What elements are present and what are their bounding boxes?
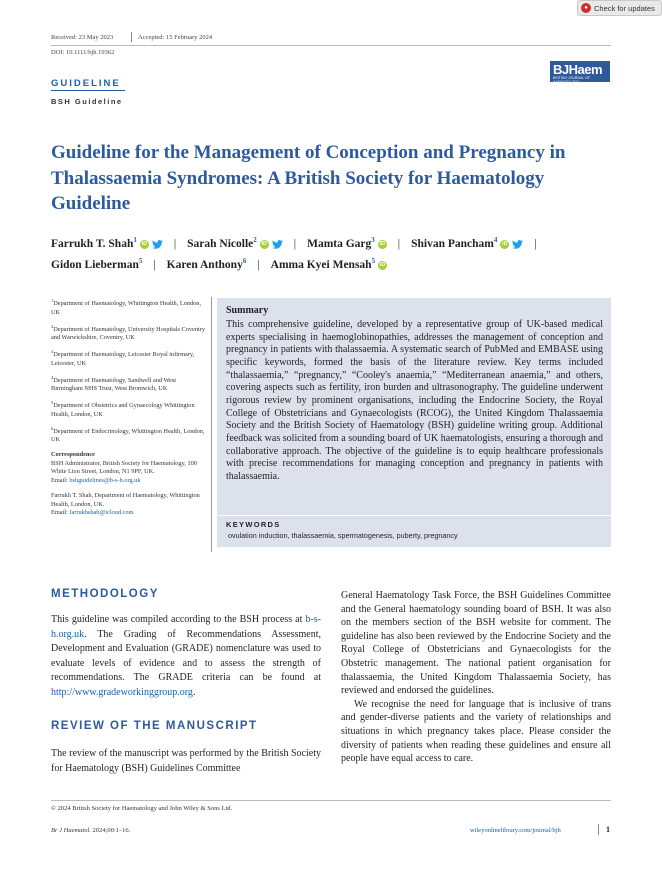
methodology-paragraph (51, 613, 321, 701)
correspondence-heading: Correspondence (51, 451, 95, 458)
review-paragraph: The review of the manuscript was performed by the British Society for Haematology (BSH) Guidelines Committee (51, 748, 321, 774)
affiliations-column (51, 297, 207, 518)
column-divider (211, 297, 212, 552)
doi: DOI: 10.1111/bjh.19362 (51, 49, 115, 56)
author-affiliation-ref[interactable]: 2 (253, 236, 257, 244)
orcid-icon[interactable]: iD (379, 261, 386, 268)
summary-text: This comprehensive guideline, developed by a representative group of UK-based medical experts specialising in haemoglobinopathies, addresses the management of conception and pregnancy in patients with thalassaemia. A systematic search of PubMed and EMBASE using specific keywords, formed the basis of the literature review. Key terms included “thalassaemia,” “pregnancy,” “Cooley's anaemia,” “Mediterranean anaemia,” and others, covering aspects such as fertility, iron burden and ultrasonography. The guideline underwent rigorous review by prominent organisations, including the Endocrine Society, the Royal College of Obstetricians and Gynaecologists (RCOG), the United Kingdom Thalassaemia Society and the British Society of Haematology (BSH) guideline writing group. Additional feedback was solicited from a sounding board of UK haematologists, ensuring a thorough and collaborative approach. The objective of the guideline is to equip healthcare professionals with precise recommendations for managing conception and pregnancy in patients with thalassaemia. (226, 319, 603, 482)
check-for-updates-button[interactable] (577, 0, 662, 16)
affiliation-number: 3 (51, 349, 54, 354)
author-affiliation-ref[interactable]: 3 (371, 236, 375, 244)
author-separator: | (153, 259, 156, 271)
keywords-rule (217, 515, 611, 516)
article-type-label: GUIDELINE (51, 78, 121, 89)
journal-website-link[interactable]: wileyonlinelibrary.com/journal/bjh (470, 827, 561, 834)
divider (131, 32, 132, 42)
orcid-icon[interactable]: iD (141, 240, 148, 247)
article-title: Guideline for the Management of Conception and Pregnancy in Thalassaemia Syndromes: A British Society for Haematology Guideline (51, 142, 566, 214)
corresponding-author (51, 492, 207, 518)
author-name[interactable]: Sarah Nicolle (187, 238, 254, 250)
author-affiliation-ref[interactable]: 6 (242, 257, 247, 265)
affiliation-text: Department of Haematology, University Hospitals Coventry and Warwickshire, Coventry, UK (51, 325, 205, 342)
author-separator: | (257, 259, 260, 271)
author-line-1 (51, 238, 548, 250)
email-label: Email: (51, 477, 68, 485)
author-separator: | (173, 238, 177, 250)
summary-box (217, 298, 611, 547)
divider (598, 824, 599, 835)
author-affiliation-ref[interactable]: 1 (133, 236, 137, 244)
affiliation-number: 5 (51, 400, 54, 405)
author-affiliation-ref[interactable]: 4 (493, 236, 498, 244)
correspondence-address (51, 460, 207, 486)
author-name[interactable]: Gidon Lieberman (51, 259, 139, 271)
methodology-text: This guideline was compiled according to the BSH process at (51, 614, 303, 625)
author-affiliation-ref[interactable]: 5 (138, 257, 143, 265)
check-updates-label: Check for updates (594, 3, 655, 13)
twitter-icon[interactable] (272, 240, 283, 249)
orcid-icon[interactable]: iD (261, 240, 268, 247)
correspondence-email-link[interactable]: bshguidelines@b-s-h.org.uk (69, 477, 141, 485)
journal-logo-text: BJHaem (553, 62, 603, 77)
methodology-text: . The Grading of Recommendations Assessment, Development and Evaluation (GRADE) nomenclature was used to evaluate levels of evidence and to assess the strength of recommendations. The GRADE criteria can be found at (51, 628, 321, 684)
review-heading: REVIEW OF THE MANUSCRIPT (51, 720, 258, 732)
article-type-underline (51, 90, 125, 91)
author-affiliation-ref[interactable]: 5 (371, 257, 376, 265)
header-rule (51, 45, 611, 46)
author-separator: | (534, 238, 537, 250)
journal-citation (51, 827, 130, 834)
corresponding-author-text: Farrukh T. Shah, Department of Haematology, Whittington Health, London, UK. (51, 491, 200, 508)
methodology-text: . (192, 686, 196, 698)
received-date: Received: 23 May 2023 (51, 34, 114, 41)
affiliation (51, 399, 207, 420)
article-subtype-label: BSH Guideline (51, 97, 123, 106)
orcid-icon[interactable]: iD (502, 240, 508, 247)
affiliation-text: Department of Endocrinology, Whittington Health, London, UK (51, 427, 205, 444)
summary-heading: Summary (226, 305, 269, 316)
author-email-link[interactable]: farrukhshah@icloud.com (69, 509, 134, 517)
review-continued-paragraph: General Haematology Task Force, the BSH Guidelines Committee and the General haematology sounding board of BSH. It was also on the members section of the BSH website for comment. The guideline has also been reviewed by the Endocrine Society and the Royal College of Obstetricians and Gynaecologists for the Obstetric management. The national patient organisation for thalassaemia, the United Kingdom Thalassaemia Society, has reviewed and endorsed the guidelines. (341, 590, 611, 697)
accepted-date: Accepted: 15 February 2024 (138, 34, 213, 41)
author-name[interactable]: Karen Anthony (166, 259, 243, 271)
author-name[interactable]: Farrukh T. Shah (51, 238, 134, 250)
affiliation-number: 2 (51, 323, 54, 329)
affiliation-number: 4 (51, 374, 54, 380)
author-separator: | (293, 238, 297, 250)
bsh-website-link[interactable]: b-s-h.org.uk (51, 614, 321, 640)
correspondence-text: BSH Administrator, British Society for Haematology, 100 White Lion Street, London, N1 9PF, UK. (51, 459, 197, 476)
author-line-2 (51, 259, 387, 271)
journal-logo[interactable] (550, 61, 610, 82)
orcid-icon[interactable]: iD (379, 240, 386, 247)
journal-abbreviation: Br J Haematol. (51, 827, 91, 834)
affiliation (51, 425, 207, 446)
affiliation-text: Department of Haematology, Whittington Health, London, UK (51, 300, 202, 316)
copyright-notice: © 2024 British Society for Haematology and John Wiley & Sons Ltd. (51, 805, 233, 812)
twitter-icon[interactable] (152, 240, 163, 249)
inclusive-language-paragraph: We recognise the need for language that is inclusive of trans and gender-diverse patients and the variety of relationships and situations in which pregnancy takes place. Please consider the diversity of patients when reading these guidelines and ensure all people have equal access to care. (341, 698, 611, 765)
affiliation (51, 297, 207, 318)
check-updates-icon: ● (581, 3, 591, 13)
keywords-list: ovulation induction, thalassaemia, spermatogenesis, puberty, pregnancy (228, 531, 458, 540)
author-separator: | (397, 238, 401, 250)
footer-rule (51, 800, 611, 801)
affiliation-number: 6 (51, 425, 54, 431)
author-name[interactable]: Amma Kyei Mensah (270, 259, 372, 271)
affiliation (51, 374, 207, 395)
author-name[interactable]: Shivan Pancham (411, 238, 494, 250)
affiliation-text: Department of Haematology, Sandwell and West Birmingham NHS Trust, West Bromwich, UK (51, 376, 177, 393)
right-column (341, 589, 611, 766)
page-number: 1 (606, 825, 610, 834)
twitter-icon[interactable] (512, 240, 523, 249)
affiliation-number: 1 (51, 298, 54, 303)
affiliation (51, 348, 207, 369)
methodology-heading: METHODOLOGY (51, 588, 159, 600)
grade-website-link[interactable]: http://www.gradeworkinggroup.org (51, 686, 193, 698)
affiliation-text: Department of Haematology, Leicester Royal infirmary, Leicester, UK (51, 351, 195, 367)
email-label: Email: (51, 509, 68, 517)
journal-logo-subtext: BRITISH JOURNAL OF HAEMATOLOGY (553, 76, 591, 84)
author-name[interactable]: Mamta Garg (307, 238, 372, 250)
citation-details: 2024;00:1–16. (92, 827, 131, 834)
keywords-heading: KEYWORDS (226, 520, 281, 529)
affiliation-text: Department of Obstetrics and Gynaecology Whittington Health, London, UK (51, 402, 195, 418)
affiliation (51, 323, 207, 344)
